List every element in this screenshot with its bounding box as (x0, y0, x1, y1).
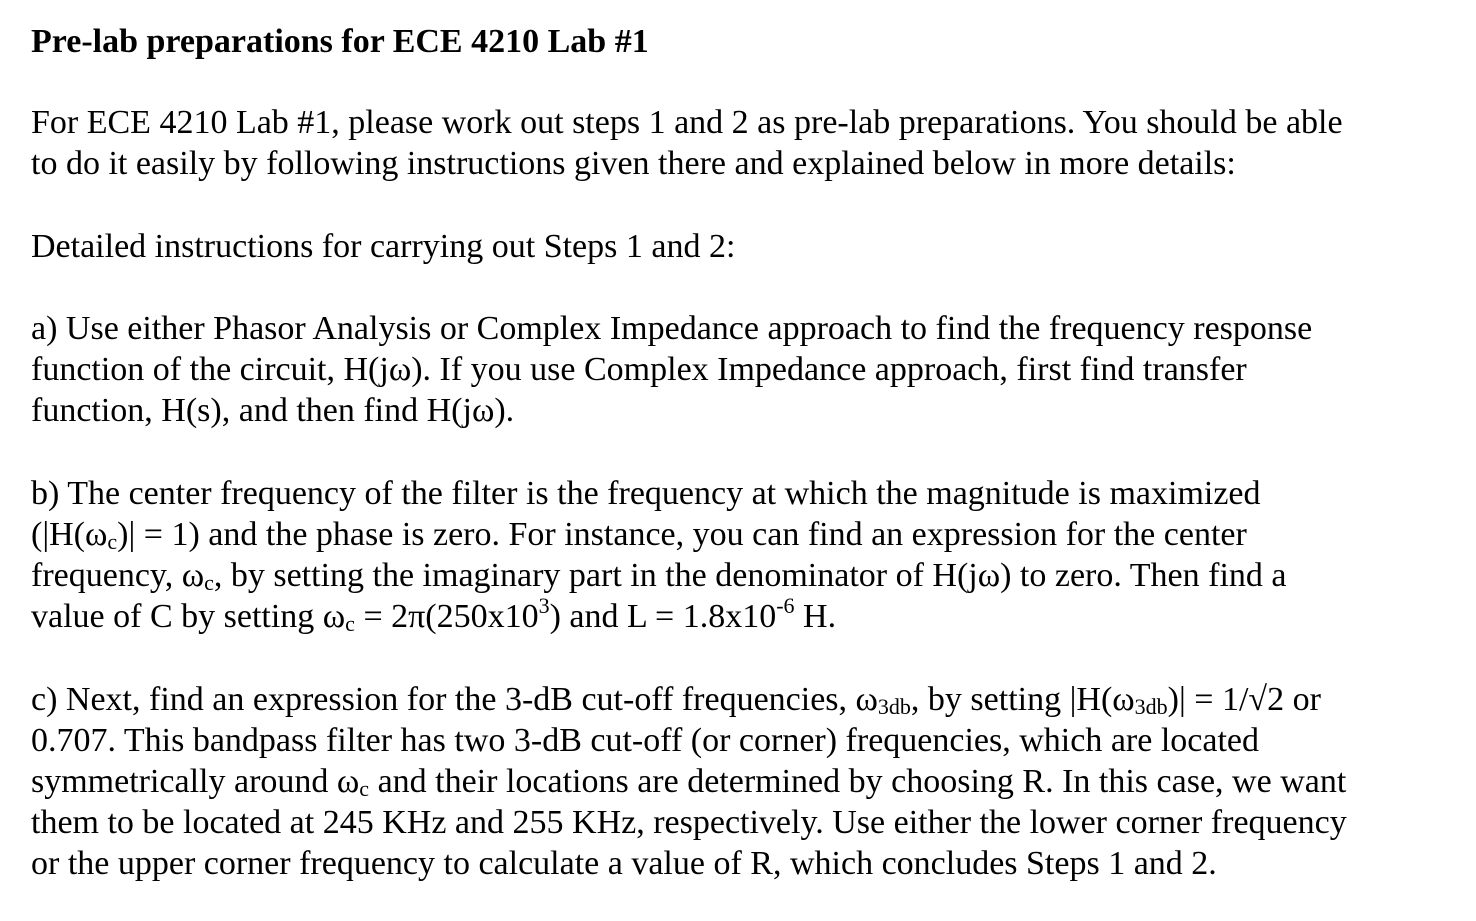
text-run: (|H(ω (31, 516, 108, 553)
step-c-line-2: 0.707. This bandpass filter has two 3-dB cut-off (or corner) frequencies, which are located (31, 722, 1260, 759)
superscript: 3 (538, 593, 550, 618)
text-run: , by setting the imaginary part in the denominator of H(jω) to zero. Then find a (213, 557, 1287, 594)
step-b-paragraph (31, 473, 1287, 637)
text-run: )| = 1/√2 or (1167, 681, 1321, 718)
subscript: c (107, 529, 118, 554)
text-run: = 2π(250x10 (354, 598, 539, 635)
text-run: frequency, ω (31, 557, 205, 594)
step-a-line-1: a) Use either Phasor Analysis or Complex Impedance approach to find the frequency response (31, 310, 1313, 347)
step-b-line-3 (31, 555, 1287, 596)
document-title: Pre-lab preparations for ECE 4210 Lab #1 (31, 23, 649, 60)
detailed-heading-text: Detailed instructions for carrying out Steps 1 and 2: (31, 228, 736, 265)
text-run: value of C by setting ω (31, 598, 346, 635)
step-b-line-1: b) The center frequency of the filter is the frequency at which the magnitude is maximized (31, 475, 1261, 512)
text-run: )| = 1) and the phase is zero. For instance, you can find an expression for the center (117, 516, 1247, 553)
text-run: ) and L = 1.8x10 (549, 598, 777, 635)
text-run: and their locations are determined by choosing R. In this case, we want (369, 763, 1347, 800)
subscript: c (204, 570, 214, 595)
text-run: H. (794, 598, 837, 635)
intro-line-1: For ECE 4210 Lab #1, please work out steps 1 and 2 as pre-lab preparations. You should be able (31, 104, 1343, 141)
subscript: c (359, 776, 370, 801)
step-c-line-3 (31, 761, 1347, 802)
step-c-line-5: or the upper corner frequency to calculate a value of R, which concludes Steps 1 and 2. (31, 845, 1217, 882)
superscript: -6 (776, 593, 795, 618)
text-run: c) Next, find an expression for the 3-dB cut-off frequencies, ω (31, 681, 878, 718)
detailed-instructions-heading (31, 226, 735, 267)
text-run: , by setting |H(ω (910, 681, 1135, 718)
subscript: 3db (877, 694, 911, 719)
step-c-line-4: them to be located at 245 KHz and 255 KHz, respectively. Use either the lower corner frequency (31, 804, 1347, 841)
intro-paragraph (31, 102, 1343, 184)
subscript: 3db (1134, 694, 1168, 719)
step-a-paragraph (31, 308, 1312, 431)
step-c-paragraph (31, 679, 1347, 884)
step-c-line-1 (31, 679, 1347, 720)
subscript: c (345, 611, 355, 636)
step-a-line-2: function of the circuit, H(jω). If you use Complex Impedance approach, first find transfer (31, 351, 1247, 388)
step-b-line-2 (31, 514, 1287, 555)
intro-line-2: to do it easily by following instructions given there and explained below in more details: (31, 145, 1236, 182)
text-run: symmetrically around ω (31, 763, 360, 800)
step-a-line-3: function, H(s), and then find H(jω). (31, 392, 515, 429)
step-b-line-4 (31, 593, 1287, 637)
